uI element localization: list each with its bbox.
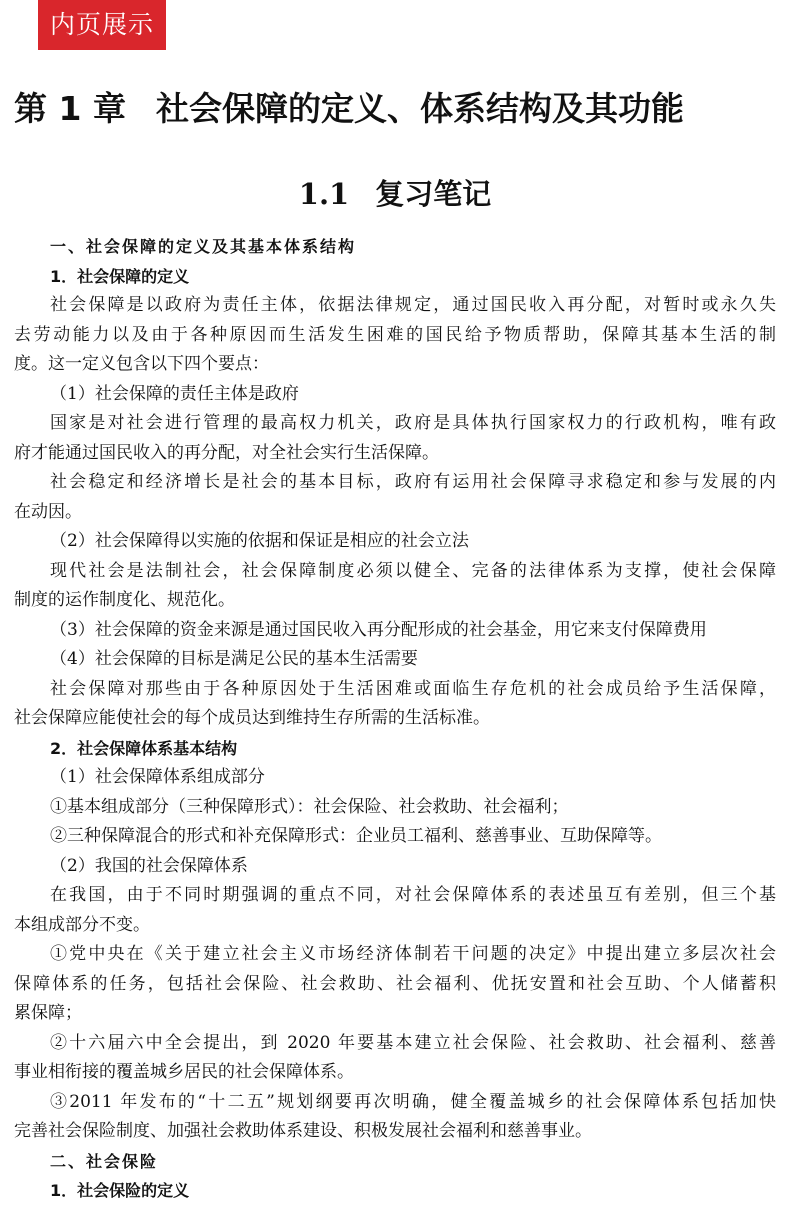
- paragraph-line: 事业相衔接的覆盖城乡居民的社会保障体系。: [14, 1062, 354, 1082]
- paragraph-line: 完善社会保险制度、加强社会救助体系建设、积极发展社会福利和慈善事业。: [14, 1121, 592, 1141]
- section-title: [0, 172, 790, 216]
- subsection-heading: 1．社会保障的定义: [50, 266, 190, 286]
- paragraph-line: 去劳动能力以及由于各种原因而生活发生困难的国民给予物质帮助，保障其基本生活的制: [14, 324, 776, 345]
- list-item-line: （1）社会保障的责任主体是政府: [50, 383, 299, 404]
- section-number: 1.1: [298, 177, 350, 211]
- chapter-title-text: 社会保障的定义、体系结构及其功能: [155, 89, 684, 128]
- list-item-line: （4）社会保障的目标是满足公民的基本生活需要: [50, 649, 418, 669]
- chapter-title: [14, 86, 784, 132]
- list-item-line: （2）社会保障得以实施的依据和保证是相应的社会立法: [50, 531, 469, 551]
- section-title-text: 复习笔记: [375, 177, 492, 211]
- paragraph-line: 社会稳定和经济增长是社会的基本目标，政府有运用社会保障寻求稳定和参与发展的内: [50, 472, 776, 492]
- paragraph-line: ②十六届六中全会提出，到 2020 年要基本建立社会保险、社会救助、社会福利、慈善: [50, 1032, 776, 1053]
- section-heading: 一、社会保障的定义及其基本体系结构: [50, 237, 357, 256]
- section-heading: 二、社会保险: [50, 1151, 159, 1171]
- paragraph-line: 现代社会是法制社会，社会保障制度必须以健全、完备的法律体系为支撑，使社会保障: [50, 560, 776, 581]
- list-item-line: （1）社会保障体系组成部分: [50, 767, 265, 787]
- subsection-heading: 1．社会保险的定义: [50, 1181, 190, 1200]
- list-item-line: （2）我国的社会保障体系: [50, 855, 248, 876]
- paragraph-line: 制度的运作制度化、规范化。: [14, 590, 235, 610]
- paragraph-line: 本组成部分不变。: [14, 914, 150, 935]
- page-preview-badge: 内页展示: [38, 0, 166, 50]
- paragraph-line: ①党中央在《关于建立社会主义市场经济体制若干问题的决定》中提出建立多层次社会: [50, 944, 776, 964]
- paragraph-line: 累保障；: [14, 1003, 82, 1023]
- paragraph-line: ③2011 年发布的“十二五”规划纲要再次明确，健全覆盖城乡的社会保障体系包括加快: [50, 1091, 776, 1112]
- paragraph-line: 府才能通过国民收入的再分配，对全社会实行生活保障。: [14, 442, 439, 463]
- subsection-heading: 2．社会保障体系基本结构: [50, 738, 238, 758]
- paragraph-line: 在动因。: [14, 501, 82, 522]
- chapter-number: 第 1 章: [14, 89, 126, 128]
- paragraph-line: 社会保障是以政府为责任主体，依据法律规定，通过国民收入再分配，对暂时或永久失: [50, 295, 776, 315]
- list-item-line: ①基本组成部分（三种保障形式）：社会保险、社会救助、社会福利；: [50, 796, 569, 817]
- paragraph-line: 社会保障对那些由于各种原因处于生活困难或面临生存危机的社会成员给予生活保障，: [50, 678, 776, 699]
- body-text: [14, 232, 776, 1206]
- paragraph-line: 社会保障应能使社会的每个成员达到维持生存所需的生活标准。: [14, 708, 490, 728]
- list-item-line: （3）社会保障的资金来源是通过国民收入再分配形成的社会基金，用它来支付保障费用: [50, 619, 707, 640]
- paragraph-line: 国家是对社会进行管理的最高权力机关，政府是具体执行国家权力的行政机构，唯有政: [50, 413, 776, 433]
- paragraph-line: 保障体系的任务，包括社会保险、社会救助、社会福利、优抚安置和社会互助、个人储蓄积: [14, 973, 776, 994]
- paragraph-line: 在我国，由于不同时期强调的重点不同，对社会保障体系的表述虽互有差别，但三个基: [50, 885, 776, 905]
- paragraph-line: 度。这一定义包含以下四个要点：: [14, 354, 269, 374]
- list-item-line: ②三种保障混合的形式和补充保障形式：企业员工福利、慈善事业、互助保障等。: [50, 826, 662, 846]
